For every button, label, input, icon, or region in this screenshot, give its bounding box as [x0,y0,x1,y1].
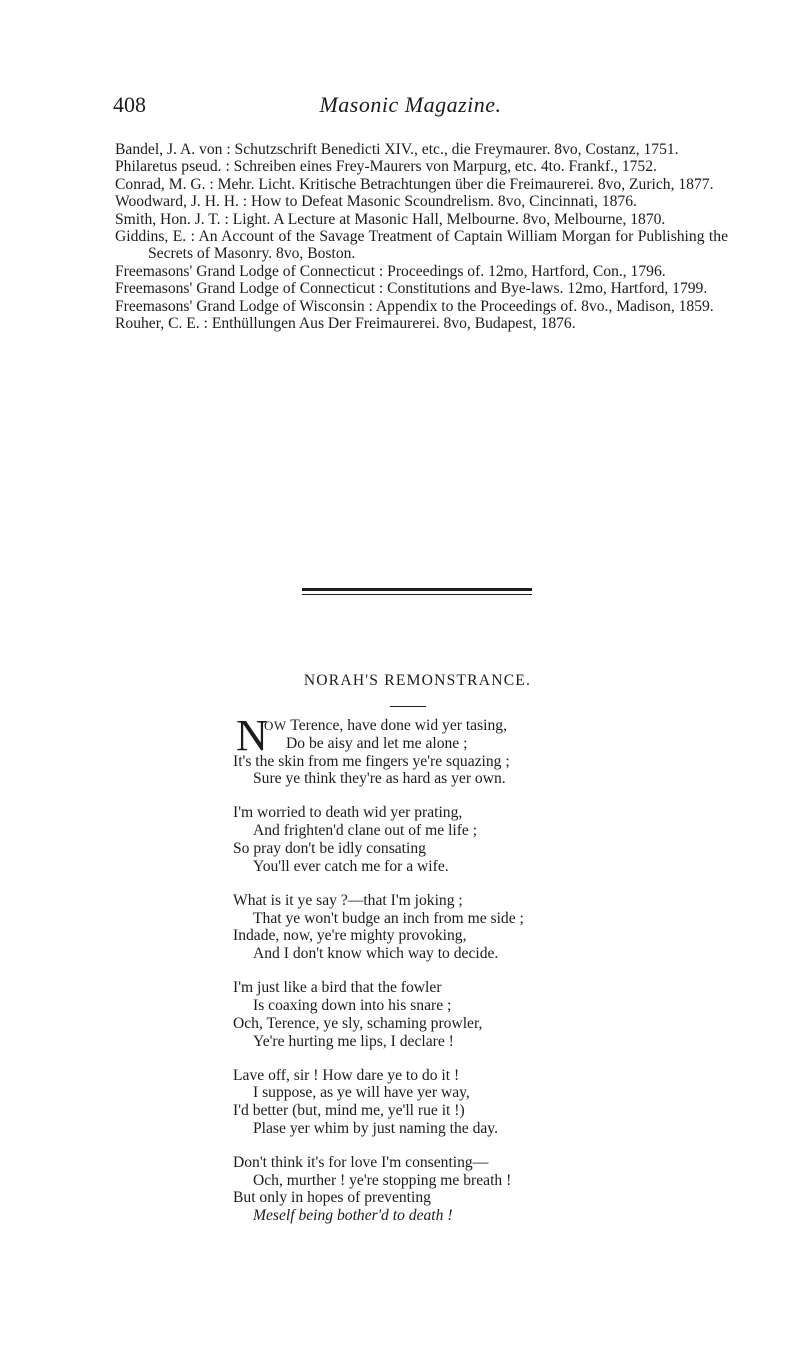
first-word-caps: OW [264,718,287,733]
poem-stanza [233,979,613,1050]
bibliography-entry: Woodward, J. H. H. : How to Defeat Masonic Scoundrelism. 8vo, Cincinnati, 1876. [115,193,637,211]
title-underline-rule [390,706,426,707]
bibliography-list [115,141,728,332]
poem-line [233,717,613,735]
page-number: 408 [113,92,146,117]
first-line-text: Terence, have done wid yer tasing, [286,717,507,734]
poem-line: I suppose, as ye will have yer way, [253,1084,470,1102]
poem-line: What is it ye say ?—that I'm joking ; [233,891,463,909]
bibliography-entry: Rouher, C. E. : Enthüllungen Aus Der Freimaurerei. 8vo, Budapest, 1876. [115,315,576,333]
bibliography-entry: Giddins, E. : An Account of the Savage Treatment of Captain William Morgan for Publishing the Secrets of Masonry. 8vo, Boston. [115,228,728,263]
poem-line: Do be aisy and let me alone ; [286,734,468,752]
poem-line: You'll ever catch me for a wife. [253,857,449,875]
poem-line: Meself being bother'd to death ! [253,1207,453,1225]
running-title: Masonic Magazine. [319,92,502,117]
section-divider [302,588,532,595]
poem-line: I'd better (but, mind me, ye'll rue it !) [233,1102,465,1120]
drop-cap: N [236,711,269,760]
poem-stanza [233,892,613,963]
poem-body [233,711,613,1241]
bibliography-entry: Philaretus pseud. : Schreiben eines Frey-Maurers von Marpurg, etc. 4to. Frankf., 1752. [115,158,657,176]
bibliography-entry: Smith, Hon. J. T. : Light. A Lecture at Masonic Hall, Melbourne. 8vo, Melbourne, 1870. [115,210,666,228]
poem-line: Sure ye think they're as hard as yer own. [253,770,506,788]
bibliography-entry: Conrad, M. G. : Mehr. Licht. Kritische Betrachtungen über die Freimaurerei. 8vo, Zurich, 1877. [115,175,714,193]
divider-thin-rule [302,594,532,595]
poem-line: Don't think it's for love I'm consenting— [233,1153,489,1171]
poem-line: And I don't know which way to decide. [253,945,499,963]
poem-line: Plase yer whim by just naming the day. [253,1119,498,1137]
poem-line: Och, Terence, ye sly, schaming prowler, [233,1014,483,1032]
poem-line: I'm worried to death wid yer prating, [233,804,463,822]
poem-line: It's the skin from me fingers ye're squazing ; [233,752,510,770]
bibliography-entry: Bandel, J. A. von : Schutzschrift Benedicti XIV., etc., die Freymaurer. 8vo, Costanz, 1751. [115,141,679,158]
poem-line: That ye won't budge an inch from me side ; [253,909,524,927]
bibliography-entry: Freemasons' Grand Lodge of Wisconsin : Appendix to the Proceedings of. 8vo., Madison, 1859. [115,297,714,315]
poem-line: Indade, now, ye're mighty provoking, [233,927,467,945]
bibliography-entry: Freemasons' Grand Lodge of Connecticut : Constitutions and Bye-laws. 12mo, Hartford, 1799. [115,280,708,298]
poem-stanza [233,1067,613,1138]
poem-line: I'm just like a bird that the fowler [233,979,442,997]
poem-line: Is coaxing down into his snare ; [253,996,452,1014]
poem-line: But only in hopes of preventing [233,1189,431,1207]
poem-stanza [233,804,613,875]
poem-line: So pray don't be idly consating [233,839,426,857]
poem-title: NORAH'S REMONSTRANCE. [303,672,532,689]
poem-line: And frighten'd clane out of me life ; [253,822,478,840]
poem-line: Och, murther ! ye're stopping me breath ! [253,1171,512,1189]
poem-stanza [233,1154,613,1225]
poem-line: Ye're hurting me lips, I declare ! [253,1032,454,1050]
poem-line: Lave off, sir ! How dare ye to do it ! [233,1066,460,1084]
poem-stanza [233,711,613,788]
bibliography-entry: Freemasons' Grand Lodge of Connecticut : Proceedings of. 12mo, Hartford, Con., 1796. [115,262,666,280]
